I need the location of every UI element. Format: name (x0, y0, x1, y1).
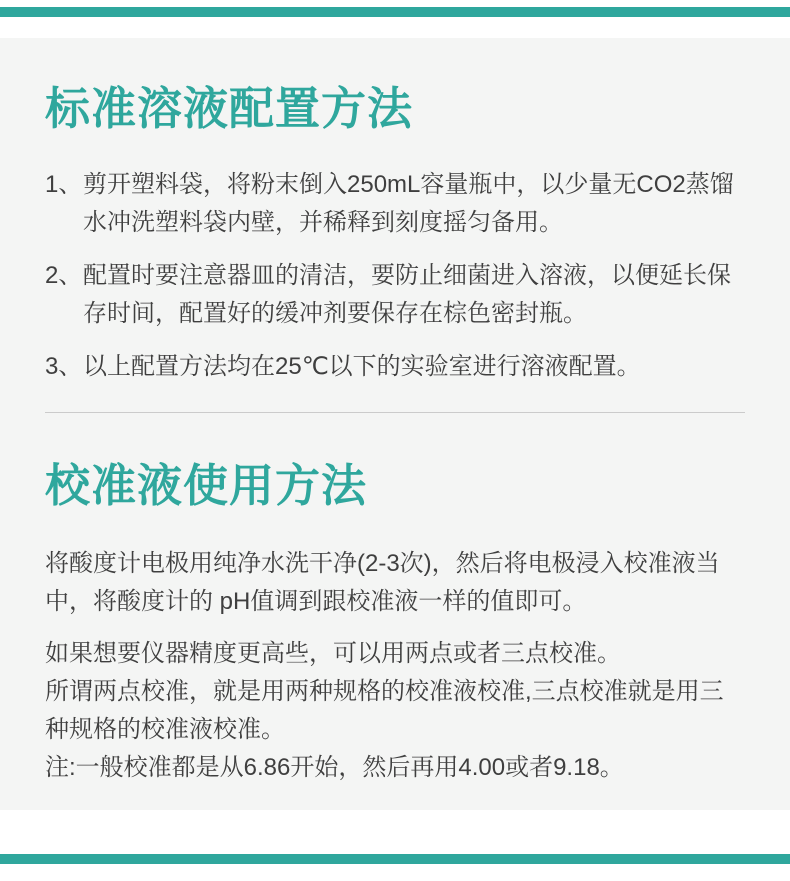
text-line: 种规格的校准液校准。 (45, 716, 285, 743)
calibration-paragraph-2 (45, 635, 745, 787)
step-item-3 (45, 348, 745, 386)
step-item-2 (45, 257, 745, 333)
step-text (83, 348, 745, 386)
step-number: 1、 (45, 171, 83, 198)
text-line: 将酸度计电极用纯净水洗干净(2-3次)，然后将电极浸入校准液当 (45, 550, 720, 577)
content-panel (0, 38, 790, 810)
calibration-section-title: 校准液使用方法 (45, 460, 368, 511)
text-line: 配置时要注意器皿的清洁，要防止细菌进入溶液，以便延长保 (83, 262, 731, 289)
step-text (83, 166, 745, 242)
calibration-paragraph-1 (45, 545, 745, 621)
preparation-step-list (45, 166, 745, 386)
step-number: 3、 (45, 353, 83, 380)
section-divider (45, 412, 745, 413)
text-line: 剪开塑料袋，将粉末倒入250mL容量瓶中，以少量无CO2蒸馏 (83, 171, 734, 198)
step-item-1 (45, 166, 745, 242)
text-line: 如果想要仪器精度更高些，可以用两点或者三点校准。 (45, 640, 621, 667)
text-line: 存时间，配置好的缓冲剂要保存在棕色密封瓶。 (83, 300, 587, 327)
text-line: 中，将酸度计的 pH值调到跟校准液一样的值即可。 (45, 588, 587, 615)
text-line: 注:一般校准都是从6.86开始，然后再用4.00或者9.18。 (45, 754, 624, 781)
step-number: 2、 (45, 262, 83, 289)
top-accent-bar (0, 7, 790, 17)
preparation-section-title: 标准溶液配置方法 (45, 83, 414, 134)
text-line: 以上配置方法均在25℃以下的实验室进行溶液配置。 (83, 353, 641, 380)
text-line: 所谓两点校准，就是用两种规格的校准液校准,三点校准就是用三 (45, 678, 724, 705)
text-line: 水冲洗塑料袋内壁，并稀释到刻度摇匀备用。 (83, 209, 563, 236)
bottom-accent-bar (0, 854, 790, 864)
step-text (83, 257, 745, 333)
